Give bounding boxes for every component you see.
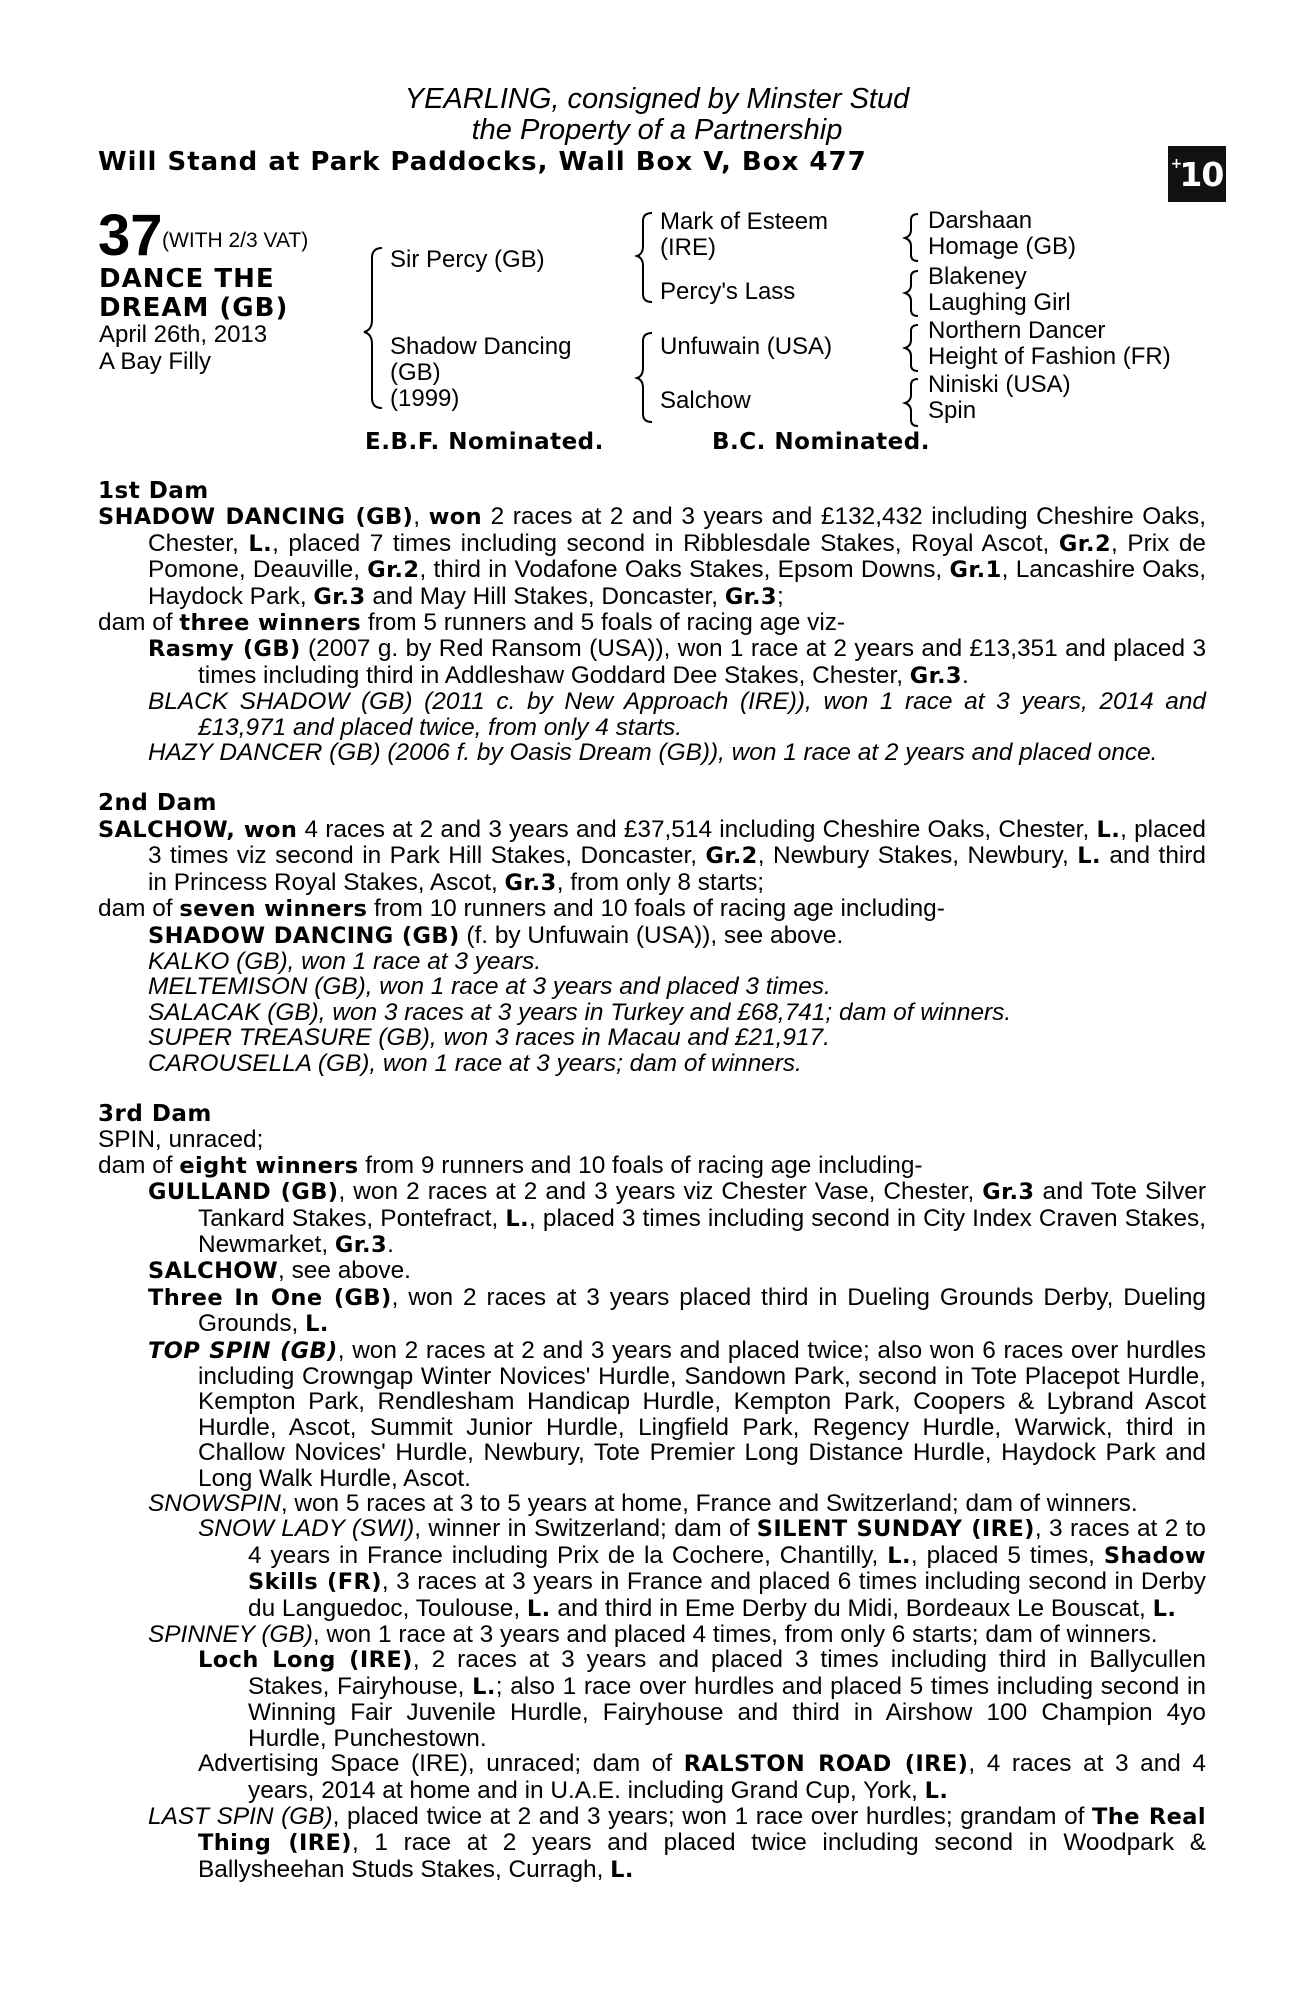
- sss: Darshaan: [928, 207, 1033, 234]
- ebf-nominated: E.B.F. Nominated.: [365, 429, 604, 455]
- produce-black-shadow: BLACK SHADOW (GB) (2011 c. by New Approach (IRE)), won 1 race at 3 years, 2014 and £13,971 and placed twice, from only 4 starts.: [148, 688, 1206, 741]
- produce-snowspin: SNOWSPIN, won 5 races at 3 to 5 years at home, France and Switzerland; dam of winners.: [148, 1490, 1138, 1518]
- produce-last-spin: LAST SPIN (GB), placed twice at 2 and 3 years; won 1 race over hurdles; grandam of The Real Thing (IRE), 1 race at 2 years and placed twice including second in Woodpark & Ballysheehan Studs Stakes, Curragh, L.: [148, 1802, 1206, 1883]
- brace-sire: [637, 213, 652, 302]
- dam-line1: Shadow Dancing: [390, 333, 572, 360]
- produce-super-treasure: SUPER TREASURE (GB), won 3 races in Macau and £21,917.: [148, 1024, 830, 1052]
- stand-location: Will Stand at Park Paddocks, Wall Box V, Box 477: [98, 147, 867, 177]
- produce-salacak: SALACAK (GB), won 3 races at 3 years in Turkey and £68,741; dam of winners.: [148, 998, 1012, 1026]
- produce-meltemison: MELTEMISON (GB), won 1 race at 3 years and placed 3 times.: [148, 973, 831, 1001]
- dam-line3: (1999): [390, 385, 460, 412]
- produce-snow-lady: SNOW LADY (SWI), winner in Switzerland; dam of SILENT SUNDAY (IRE), 3 races at 2 to 4 years in France including Prix de la Cochere, Chantilly, L., placed 5 times, Shadow Skills (FR), 3 races at 3 years in France and placed 6 times including second in Derby du Languedoc, Toulouse, L. and third in Eme Derby du Midi, Bordeaux Le Bouscat, L.: [198, 1515, 1207, 1622]
- brace-gs3: [905, 325, 918, 371]
- horse-description: A Bay Filly: [99, 348, 212, 375]
- brace-dam: [637, 333, 652, 422]
- produce-spinney: SPINNEY (GB), won 1 race at 3 years and placed 4 times, from only 6 starts; dam of winners.: [148, 1621, 1158, 1649]
- sire-dam: Percy's Lass: [660, 278, 796, 305]
- dam-line2: (GB): [390, 359, 441, 386]
- second-dam-heading: 2nd Dam: [98, 790, 217, 817]
- produce-rasmy: Rasmy (GB) (2007 g. by Red Ransom (USA)), won 1 race at 2 years and £13,351 and placed 3 times including third in Addleshaw Goddard Dee Stakes, Chester, Gr.3.: [148, 635, 1207, 689]
- produce-salchow: SALCHOW, see above.: [148, 1257, 411, 1285]
- pedigree-braces: [0, 0, 1314, 460]
- dam-sire: Unfuwain (USA): [660, 333, 833, 360]
- dsd: Height of Fashion (FR): [928, 343, 1171, 370]
- produce-top-spin: TOP SPIN (GB), won 2 races at 2 and 3 years and placed twice; also won 6 races over hurdles including Crowngap Winter Novices' Hurdle, Sandown Park, second in Tote Placepot Hurdle, Kempton Park, Rendlesham Handicap Hurdle, Kempton Park, Coopers & Lybrand Ascot Hurdle, Ascot, Summit Junior Hurdle, Lingfield Park, Regency Hurdle, Warwick, third in Challow Novices' Hurdle, Newbury, Tote Premier Long Distance Hurdle, Haydock Park and Long Walk Hurdle, Ascot.: [148, 1336, 1206, 1492]
- first-dam-record: SHADOW DANCING (GB), won 2 races at 2 and 3 years and £132,432 including Cheshire Oaks, Chester, L., placed 7 times including second in Ribblesdale Stakes, Royal Ascot, Gr.2, Prix de Pomone, Deauville, Gr.2, third in Vodafone Oaks Stakes, Epsom Downs, Gr.1, Lancashire Oaks, Haydock Park, Gr.3 and May Hill Stakes, Doncaster, Gr.3;: [98, 503, 1207, 610]
- sire-sire-line2: (IRE): [660, 234, 716, 261]
- catalogue-body: [98, 479, 1206, 1883]
- vat-note: (WITH 2/3 VAT): [162, 229, 309, 252]
- dss: Northern Dancer: [928, 317, 1106, 344]
- produce-loch-long: Loch Long (IRE), 2 races at 3 years and placed 3 times including third in Ballycullen Stakes, Fairyhouse, L.; also 1 race over hurdles and placed 5 times including second in Winning Fair Juvenile Hurdle, Fairyhouse and third in Airshow 100 Champion 4yo Hurdle, Punchestown.: [198, 1646, 1206, 1752]
- first-dam-produce-summary: dam of three winners from 5 runners and 5 foals of racing age viz-: [98, 609, 846, 637]
- produce-shadow-dancing: SHADOW DANCING (GB) (f. by Unfuwain (USA)), see above.: [148, 921, 844, 949]
- lot-number: 37: [98, 203, 163, 268]
- produce-hazy-dancer: HAZY DANCER (GB) (2006 f. by Oasis Dream (GB)), won 1 race at 2 years and placed once.: [148, 739, 1158, 767]
- bc-nominated: B.C. Nominated.: [712, 429, 930, 455]
- sdd: Laughing Girl: [928, 289, 1071, 316]
- second-dam-produce-summary: dam of seven winners from 10 runners and 10 foals of racing age including-: [98, 895, 945, 923]
- third-dam-produce-summary: dam of eight winners from 9 runners and 10 foals of racing age including-: [98, 1151, 923, 1179]
- lot-badge: + 10: [1168, 146, 1226, 202]
- dam-dam: Salchow: [660, 387, 751, 414]
- produce-advertising-space: Advertising Space (IRE), unraced; dam of RALSTON ROAD (IRE), 4 races at 3 and 4 years, 2014 at home and in U.A.E. including Grand Cup, York, L.: [198, 1750, 1206, 1804]
- brace-main: [364, 248, 382, 408]
- produce-kalko: KALKO (GB), won 1 race at 3 years.: [148, 947, 542, 975]
- horse-name-line1: DANCE THE: [99, 264, 275, 294]
- produce-gulland: GULLAND (GB), won 2 races at 2 and 3 years viz Chester Vase, Chester, Gr.3 and Tote Silver Tankard Stakes, Pontefract, L., placed 3 times including second in City Index Craven Stakes, Newmarket, Gr.3.: [148, 1178, 1206, 1258]
- brace-gs1: [905, 214, 918, 261]
- ddd: Spin: [928, 397, 977, 424]
- brace-gs4: [905, 379, 918, 426]
- horse-name-line2: DREAM (GB): [99, 293, 289, 323]
- foaling-date: April 26th, 2013: [99, 321, 268, 348]
- sire: Sir Percy (GB): [390, 246, 545, 273]
- produce-three-in-one: Three In One (GB), won 2 races at 3 years placed third in Dueling Grounds Derby, Dueling Grounds, L.: [148, 1283, 1206, 1338]
- ssd: Homage (GB): [928, 233, 1077, 260]
- dds: Niniski (USA): [928, 371, 1071, 398]
- produce-carousella: CAROUSELLA (GB), won 1 race at 3 years; dam of winners.: [148, 1049, 802, 1077]
- brace-gs2: [905, 271, 918, 316]
- first-dam-heading: 1st Dam: [98, 478, 209, 504]
- third-dam-heading: 3rd Dam: [98, 1100, 212, 1127]
- second-dam-record: SALCHOW, won 4 races at 2 and 3 years and £37,514 including Cheshire Oaks, Chester, L., placed 3 times viz second in Park Hill Stakes, Doncaster, Gr.2, Newbury Stakes, Newbury, L. and third in Princess Royal Stakes, Ascot, Gr.3, from only 8 starts;: [98, 815, 1206, 896]
- sire-sire-line1: Mark of Esteem: [660, 208, 829, 235]
- third-dam-record: SPIN, unraced;: [98, 1126, 264, 1154]
- consignor-line: YEARLING, consigned by Minster Stud: [404, 83, 910, 115]
- sds: Blakeney: [928, 263, 1027, 290]
- property-line: the Property of a Partnership: [471, 114, 843, 146]
